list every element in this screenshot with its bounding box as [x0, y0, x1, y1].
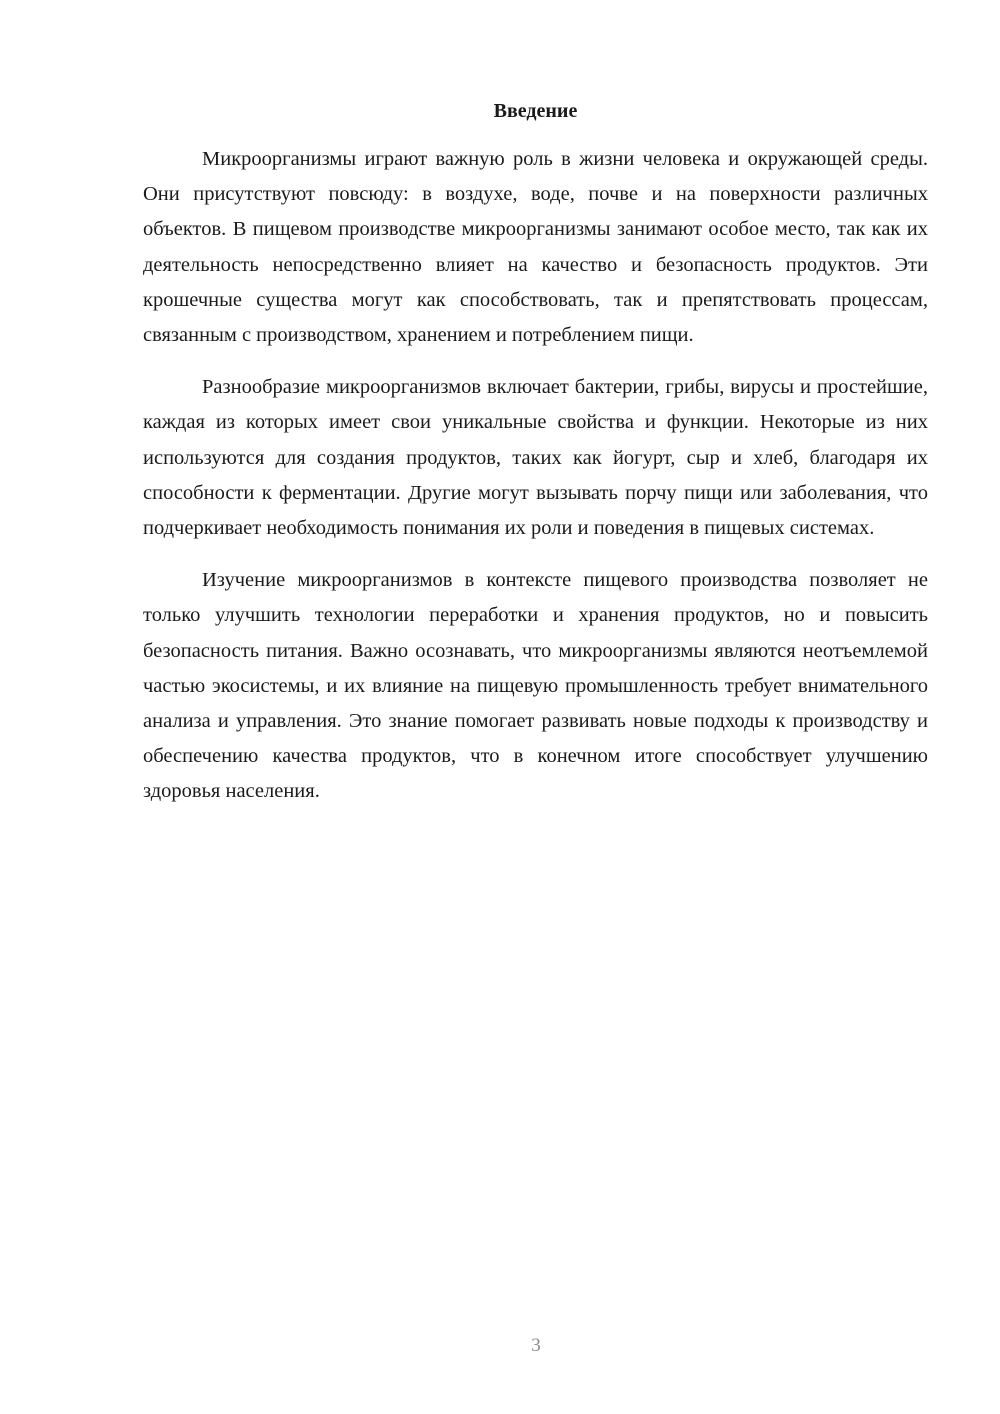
body-text	[143, 142, 928, 827]
paragraph-2: Разнообразие микроорганизмов включает бактерии, грибы, вирусы и простейшие, каждая из которых имеет свои уникальные свойства и функции. Некоторые из них используются для создания продуктов, таких как йогурт, сыр и хлеб, благодаря их способности к ферментации. Другие могут вызывать порчу пищи или заболевания, что подчеркивает необходимость понимания их роли и поведения в пищевых системах.	[143, 376, 928, 540]
paragraph-3: Изучение микроорганизмов в контексте пищевого производства позволяет не только улучшить технологии переработки и хранения продуктов, но и повысить безопасность питания. Важно осознавать, что микроорганизмы являются неотъемлемой частью экосистемы, и их влияние на пищевую промышленность требует внимательного анализа и управления. Это знание помогает развивать новые подходы к производству и обеспечению качества продуктов, что в конечном итоге способствует улучшению здоровья населения.	[143, 569, 928, 803]
paragraph-1: Микроорганизмы играют важную роль в жизни человека и окружающей среды. Они присутствуют повсюду: в воздухе, воде, почве и на поверхности различных объектов. В пищевом производстве микроорганизмы занимают особое место, так как их деятельность непосредственно влияет на качество и безопасность продуктов. Эти крошечные существа могут как способствовать, так и препятствовать процессам, связанным с производством, хранением и потреблением пищи.	[143, 148, 928, 347]
page-number: 3	[531, 1335, 541, 1356]
section-heading: Введение	[493, 100, 578, 122]
